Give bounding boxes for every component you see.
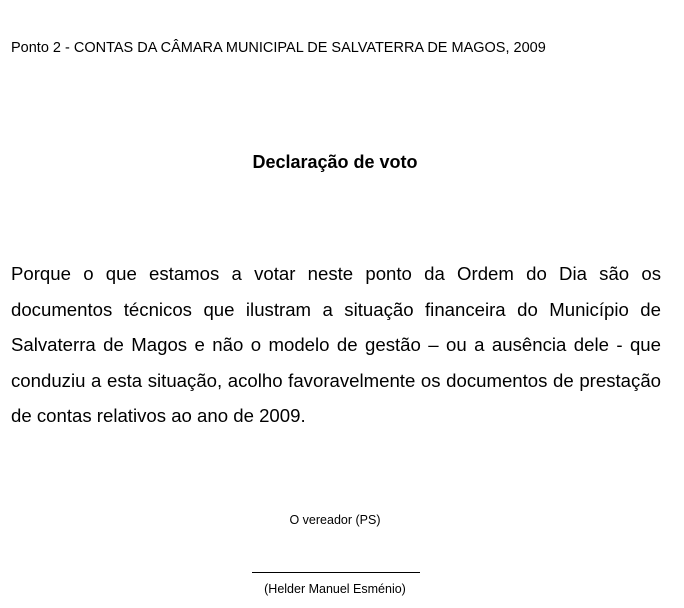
document-title: Declaração de voto [252,152,418,172]
document-body-paragraph: Porque o que estamos a votar neste ponto da Ordem do Dia são os documentos técnicos que ilustram a situação financeira do Município de Salvaterra de Magos e não o modelo de gestão – ou a ausência dele - que conduziu a esta situação, acolho favoravelmente os documentos de prestação de contas relativos ao ano de 2009. [11,263,661,426]
signer-role: O vereador (PS) [289,513,381,527]
document-heading: Ponto 2 - CONTAS DA CÂMARA MUNICIPAL DE SALVATERRA DE MAGOS, 2009 [11,40,546,56]
signer-name: (Helder Manuel Esménio) [264,582,406,596]
signature-line [252,572,420,573]
